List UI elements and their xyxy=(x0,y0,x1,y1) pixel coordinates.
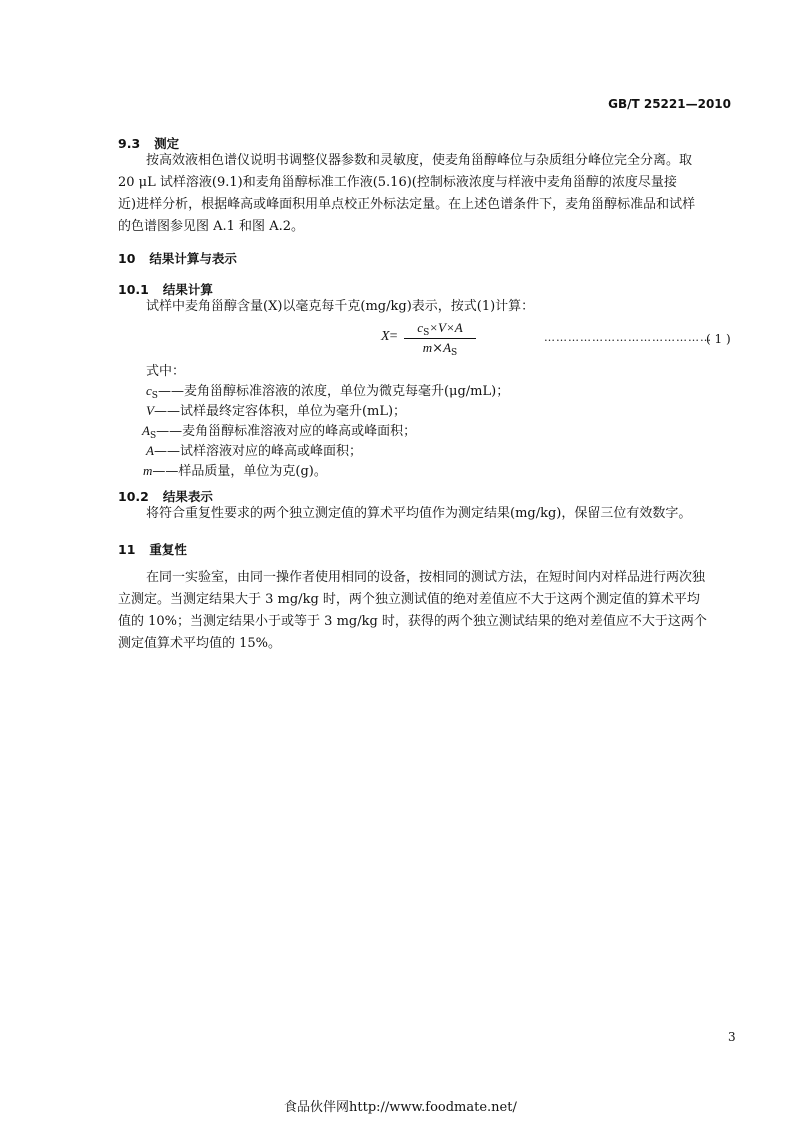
fraction-bar xyxy=(404,338,476,339)
section-11-line-2: 立测定。当测定结果大于 3 mg/kg 时，两个独立测试值的绝对差值应不大于这两个测定值的算术平均 xyxy=(118,592,700,607)
formula-lhs: X= xyxy=(381,329,398,344)
section-9-3-line-3: 近)进样分析，根据峰高或峰面积用单点校正外标法定量。在上述色谱条件下，麦角甾醇标准品和试样 xyxy=(118,197,696,212)
variable-item: m——样品质量，单位为克(g)。 xyxy=(143,463,327,479)
section-9-3-line-1: 按高效液相色谱仪说明书调整仪器参数和灵敏度，使麦角甾醇峰位与杂质组分峰位完全分离。取 xyxy=(146,153,693,168)
section-9-3-line-4: 的色谱图参见图 A.1 和图 A.2。 xyxy=(118,219,304,234)
standard-code: GB/T 25221—2010 xyxy=(608,97,731,111)
variable-item: A——试样溶液对应的峰高或峰面积； xyxy=(146,443,362,459)
variable-item: $c_S——$麦角甾醇标准溶液的浓度，单位为微克每毫升(μg/mL)； xyxy=(146,383,510,401)
formula-denominator: $m\times A_S$ xyxy=(422,340,458,358)
variable-item: V——试样最终定容体积，单位为毫升(mL)； xyxy=(146,403,407,419)
variable-item: $A_S——$麦角甾醇标准溶液对应的峰高或峰面积； xyxy=(142,423,417,441)
section-number: 9.3 xyxy=(118,136,141,151)
footer-link[interactable]: 食品伙伴网http://www.foodmate.net/ xyxy=(284,1100,517,1115)
page-number: 3 xyxy=(728,1030,736,1044)
formula-leader-dots: …………………………………… xyxy=(544,331,712,344)
section-11-line-3: 值的 10%；当测定结果小于或等于 3 mg/kg 时，获得的两个独立测试结果的绝对差值应不大于这两个 xyxy=(118,614,707,629)
section-number: 10.1 xyxy=(118,282,149,297)
where-label: 式中： xyxy=(146,364,186,379)
section-number: 11 xyxy=(118,542,136,557)
section-11-heading xyxy=(118,540,187,558)
section-title: 重复性 xyxy=(149,542,187,557)
section-10-heading xyxy=(118,249,237,267)
section-title: 测定 xyxy=(154,136,180,151)
result-expression-text: 将符合重复性要求的两个独立测定值的算术平均值作为测定结果(mg/kg)，保留三位有效数字。 xyxy=(146,506,692,521)
formula-numerator: $c_S\times V\times A$ xyxy=(417,320,463,338)
section-title: 结果计算与表示 xyxy=(149,251,237,266)
section-11-line-4: 测定值算术平均值的 15%。 xyxy=(118,636,282,651)
equation-number: ( 1 ) xyxy=(706,332,731,346)
section-11-line-1: 在同一实验室，由同一操作者使用相同的设备，按相同的测试方法，在短时间内对样品进行两次独 xyxy=(146,570,706,585)
section-title: 结果计算 xyxy=(162,282,213,297)
section-number: 10.2 xyxy=(118,489,149,504)
calc-intro: 试样中麦角甾醇含量(X)以毫克每千克(mg/kg)表示，按式(1)计算： xyxy=(146,299,535,314)
section-title: 结果表示 xyxy=(162,489,213,504)
section-number: 10 xyxy=(118,251,136,266)
section-9-3-line-2: 20 μL 试样溶液(9.1)和麦角甾醇标准工作液(5.16)(控制标液浓度与样液中麦角甾醇的浓度尽量接 xyxy=(118,175,677,190)
